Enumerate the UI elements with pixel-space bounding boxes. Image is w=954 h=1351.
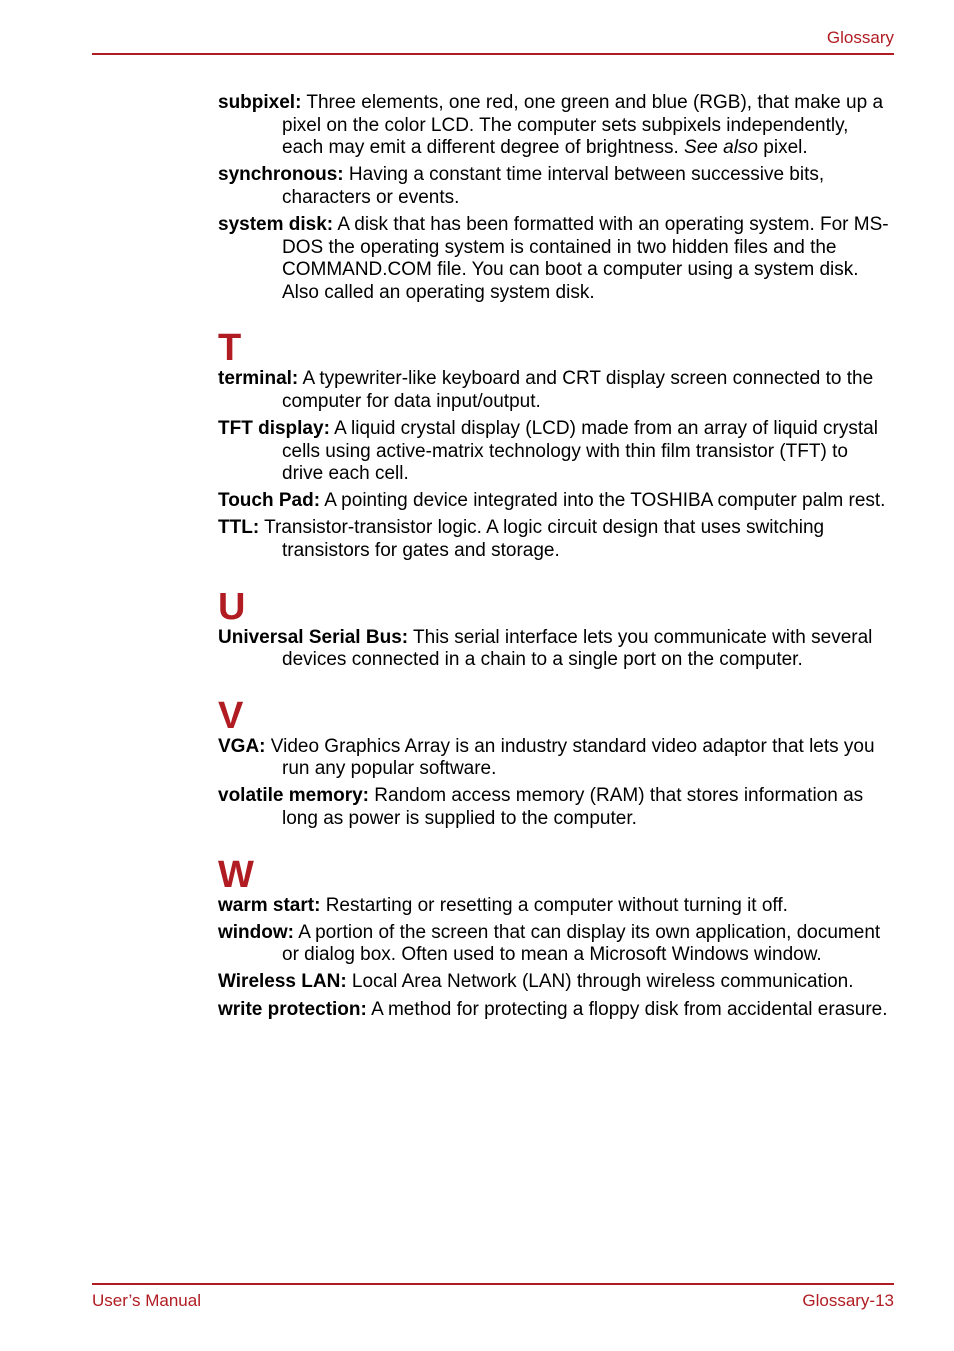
- footer-manual-title: User’s Manual: [92, 1291, 201, 1310]
- glossary-definition: A method for protecting a floppy disk from accidental erasure.: [366, 998, 888, 1020]
- glossary-entry-window: [218, 922, 894, 967]
- footer-page-number: Glossary-13: [802, 1291, 894, 1310]
- glossary-term: subpixel:: [218, 92, 302, 113]
- section-letter-t: T: [218, 327, 242, 370]
- glossary-term: TFT display:: [218, 418, 330, 440]
- glossary-content: [218, 92, 894, 1026]
- glossary-entry-tft-display: [218, 418, 894, 486]
- glossary-term: window:: [218, 921, 294, 943]
- see-also-label: See also: [684, 137, 758, 159]
- glossary-term: TTL:: [218, 517, 260, 539]
- glossary-entry-ttl: [218, 517, 894, 562]
- glossary-definition: A portion of the screen that can display its own application, document or dialog box. Often used to mean a Microsoft Windows window.: [282, 921, 881, 966]
- glossary-definition: This serial interface lets you communicate with several devices connected in a chain to a single port on the computer.: [282, 626, 873, 671]
- glossary-entry-subpixel: [218, 92, 894, 160]
- glossary-definition: Random access memory (RAM) that stores information as long as power is supplied to the computer.: [282, 785, 864, 830]
- glossary-term: system disk:: [218, 213, 334, 235]
- glossary-entry-system-disk: [218, 214, 894, 304]
- glossary-definition: A pointing device integrated into the TOSHIBA computer palm rest.: [320, 490, 886, 512]
- glossary-entry-wireless-lan: [218, 971, 894, 994]
- glossary-term: synchronous:: [218, 164, 344, 186]
- glossary-entry-write-protection: [218, 999, 894, 1022]
- glossary-term: volatile memory:: [218, 785, 369, 807]
- glossary-term: write protection:: [218, 998, 367, 1020]
- section-letter-v: V: [218, 694, 244, 737]
- glossary-definition: Local Area Network (LAN) through wireless communication.: [346, 971, 854, 993]
- glossary-definition: Three elements, one red, one green and blue (RGB), that make up a pixel on the color LCD. The computer sets subpixels independently, each may emit a different degree of brightness.: [282, 92, 884, 159]
- glossary-definition: Restarting or resetting a computer without turning it off.: [320, 894, 788, 916]
- footer-rule: [92, 1283, 894, 1285]
- glossary-definition: A disk that has been formatted with an operating system. For MS-DOS the operating system is contained in two hidden files and the COMMAND.COM file. You can boot a computer using a system disk. Also called an operating system disk.: [282, 213, 889, 303]
- section-letter-u: U: [218, 585, 246, 628]
- glossary-definition: A typewriter-like keyboard and CRT display screen connected to the computer for data input/output.: [282, 368, 874, 412]
- glossary-term: Universal Serial Bus:: [218, 626, 409, 648]
- glossary-term: Touch Pad:: [218, 490, 321, 512]
- glossary-definition: Having a constant time interval between successive bits, characters or events.: [282, 164, 825, 208]
- glossary-entry-warm-start: [218, 895, 894, 918]
- glossary-entry-terminal: [218, 368, 894, 413]
- glossary-definition: Video Graphics Array is an industry standard video adaptor that lets you run any popular software.: [265, 735, 875, 780]
- glossary-entry-vga: [218, 736, 894, 781]
- glossary-term: Wireless LAN:: [218, 971, 347, 993]
- glossary-entry-volatile-memory: [218, 785, 894, 830]
- glossary-definition: Transistor-transistor logic. A logic circuit design that uses switching transistors for gates and storage.: [259, 517, 825, 561]
- glossary-term: VGA:: [218, 735, 266, 757]
- header-rule: [92, 53, 894, 55]
- section-letter-w: W: [218, 853, 254, 896]
- glossary-entry-touch-pad: [218, 490, 894, 513]
- glossary-definition: A liquid crystal display (LCD) made from an array of liquid crystal cells using active-matrix technology with thin film transistor (TFT) to drive each cell.: [282, 418, 878, 485]
- glossary-entry-synchronous: [218, 164, 894, 209]
- header-section-title: Glossary: [826, 28, 894, 47]
- glossary-reference: pixel.: [758, 137, 808, 159]
- glossary-term: warm start:: [218, 894, 321, 916]
- glossary-term: terminal:: [218, 368, 299, 390]
- glossary-entry-universal-serial-bus: [218, 627, 894, 672]
